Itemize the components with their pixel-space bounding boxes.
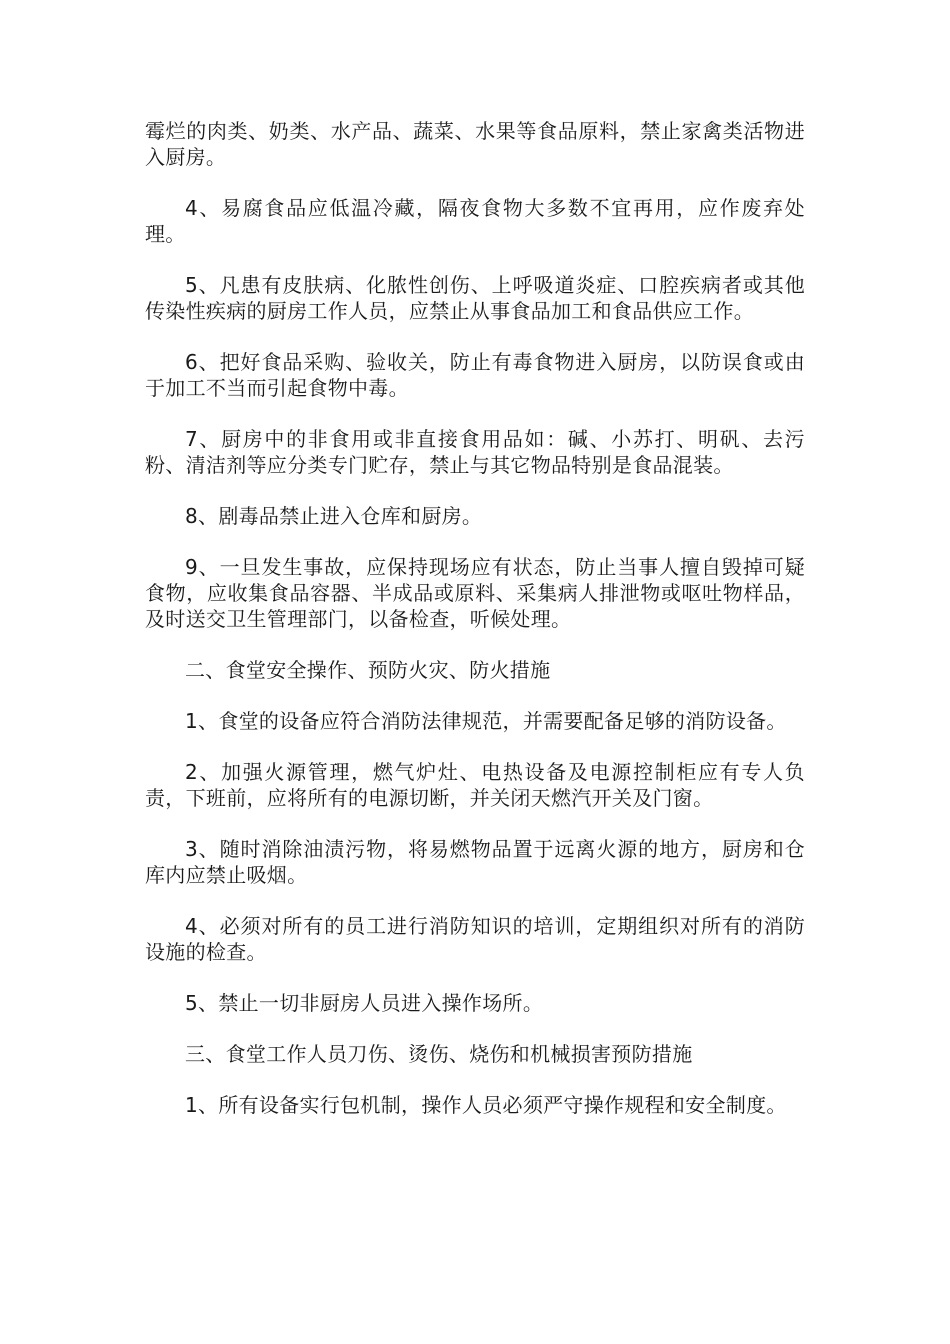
paragraph-9: 1、食堂的设备应符合消防法律规范，并需要配备足够的消防设备。 <box>185 709 787 733</box>
paragraph-13: 5、禁止一切非厨房人员进入操作场所。 <box>185 991 544 1015</box>
paragraph-1: 霉烂的肉类、奶类、水产品、蔬菜、水果等食品原料，禁止家禽类活物进入厨房。 <box>145 119 805 169</box>
section-heading-fire-safety: 二、食堂安全操作、预防火灾、防火措施 <box>185 658 551 682</box>
paragraph-15: 1、所有设备实行包机制，操作人员必须严守操作规程和安全制度。 <box>185 1093 787 1117</box>
paragraph-12: 4、必须对所有的员工进行消防知识的培训，定期组织对所有的消防设施的检查。 <box>145 914 805 964</box>
section-heading-injury-prevention: 三、食堂工作人员刀伤、烫伤、烧伤和机械损害预防措施 <box>185 1042 693 1066</box>
document-page <box>145 118 805 1143</box>
paragraph-5: 7、厨房中的非食用或非直接食用品如：碱、小苏打、明矾、去污粉、清洁剂等应分类专门贮存，禁止与其它物品特别是食品混装。 <box>145 427 805 477</box>
paragraph-3: 5、凡患有皮肤病、化脓性创伤、上呼吸道炎症、口腔疾病者或其他传染性疾病的厨房工作人员，应禁止从事食品加工和食品供应工作。 <box>145 273 805 323</box>
paragraph-2: 4、易腐食品应低温冷藏，隔夜食物大多数不宜再用，应作废弃处理。 <box>145 196 805 246</box>
paragraph-7: 9、一旦发生事故，应保持现场应有状态，防止当事人擅自毁掉可疑食物，应收集食品容器、半成品或原料、采集病人排泄物或呕吐物样品，及时送交卫生管理部门，以备检查，听候处理。 <box>145 555 805 631</box>
paragraph-4: 6、把好食品采购、验收关，防止有毒食物进入厨房，以防误食或由于加工不当而引起食物中毒。 <box>145 350 805 400</box>
paragraph-6: 8、剧毒品禁止进入仓库和厨房。 <box>185 504 483 528</box>
paragraph-11: 3、随时消除油渍污物，将易燃物品置于远离火源的地方，厨房和仓库内应禁止吸烟。 <box>145 837 805 887</box>
paragraph-10: 2、加强火源管理，燃气炉灶、电热设备及电源控制柜应有专人负责，下班前，应将所有的电源切断，并关闭天燃汽开关及门窗。 <box>145 760 805 810</box>
